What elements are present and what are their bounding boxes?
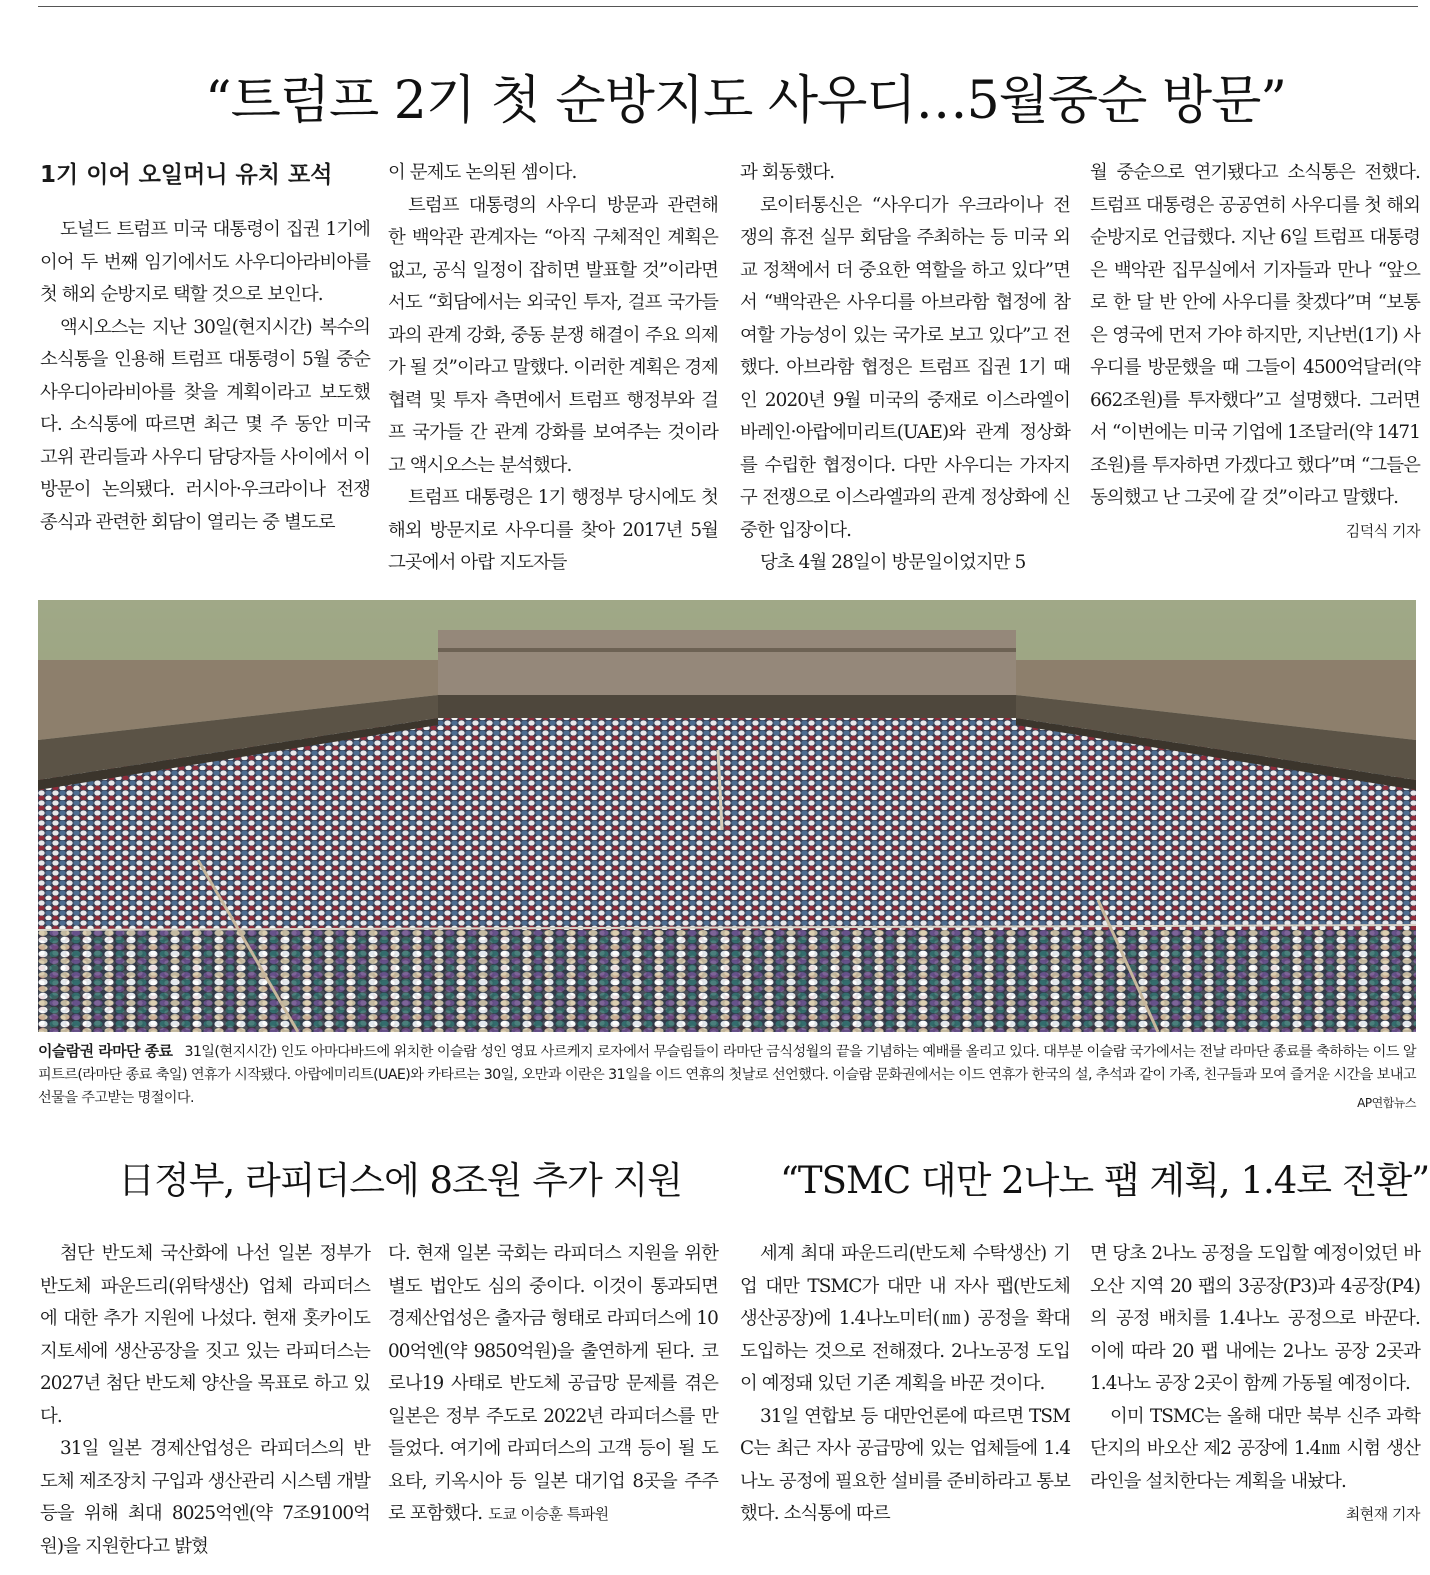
paragraph: 트럼프 대통령의 사우디 방문과 관련해 한 백악관 관계자는 “아직 구체적인 계획은 없고, 공식 일정이 잡히면 발표할 것”이라면서도 “회담에서는 외국인 투자, 걸프 국가들과의 관계 강화, 중동 분쟁 해결이 주요 의제가 될 것”이라고 말했다. 이러한 계획은 경제 협력 및 투자 측면에서 트럼프 행정부와 걸프 국가들 간 관계 강화를 보여주는 것이라고 액시오스는 분석했다. <box>388 194 718 476</box>
tsmc-headline: “TSMC 대만 2나노 팹 계획, 1.4로 전환” <box>780 1159 1430 1202</box>
caption-text: 31일(현지시간) 인도 아마다바드에 위치한 이슬람 성인 영묘 사르케지 로자에서 무슬림들이 라마단 금식성월의 끝을 기념하는 예배를 올리고 있다. 대부분 이슬람 국가에서는 전날 라마단 종료를 축하하는 이드 알피트르(라마단 종료 축일) 연휴가 시작됐다. 아랍에미리트(UAE)와 카타르는 30일, 오만과 이란은 31일을 이드 연휴의 첫날로 선언했다. 이슬람 문화권에서는 이드 연휴가 한국의 설, 추석과 같이 가족, 친구들과 모여 즐거운 시간을 보내고 선물을 주고받는 명절이다. <box>38 1044 1416 1106</box>
paragraph: 31일 연합보 등 대만언론에 따르면 TSMC는 최근 자사 공급망에 있는 업체들에 1.4나노 공정에 필요한 설비를 준비하라고 통보했다. 소식통에 따르 <box>740 1405 1070 1524</box>
top-rule <box>38 6 1418 7</box>
paragraph: 트럼프 대통령은 1기 행정부 당시에도 첫 해외 방문지로 사우디를 찾아 2017년 5월 그곳에서 아랍 지도자들 <box>388 487 718 573</box>
paragraph: 이미 TSMC는 올해 대만 북부 신주 과학단지의 바오산 제2 공장에 1.4㎚ 시험 생산라인을 설치한다는 계획을 내놨다. <box>1090 1405 1420 1492</box>
tsmc-byline: 최현재 기자 <box>1345 1505 1420 1523</box>
paragraph-text: 다. 현재 일본 국회는 라피더스 지원을 위한 별도 법안도 심의 중이다. 이것이 통과되면 경제산업성은 출자금 형태로 라피더스에 1000억엔(약 9850억원)을 출연하게 된다. 코로나19 사태로 반도체 공급망 문제를 겪은 일본은 정부 주도로 2022년 라피더스를 만들었다. 여기에 라피더스의 고객 등이 될 도요타, 키옥시아 등 일본 대기업 8곳을 주주로 포함했다. <box>388 1243 718 1524</box>
main-article-column-4 <box>1090 157 1420 547</box>
paragraph: 31일 일본 경제산업성은 라피더스의 반도체 제조장치 구입과 생산관리 시스템 개발 등을 위해 최대 8025억엔(약 7조9100억원)을 지원한다고 밝혔 <box>40 1438 370 1557</box>
rapidus-headline: 日정부, 라피더스에 8조원 추가 지원 <box>118 1159 682 1202</box>
main-article-column-2 <box>388 157 718 580</box>
photo-credit: AP연합뉴스 <box>1357 1096 1416 1110</box>
paragraph: 월 중순으로 연기됐다고 소식통은 전했다. 트럼프 대통령은 공공연히 사우디를 첫 해외 순방지로 언급했다. 지난 6일 트럼프 대통령은 백악관 집무실에서 기자들과 만나 “앞으로 한 달 반 안에 사우디를 찾겠다”며 “보통은 영국에 먼저 가야 하지만, 지난번(1기) 사우디를 방문했을 때 그들이 4500억달러(약 662조원)를 투자했다”고 설명했다. 그러면서 “이번에는 미국 기업에 1조달러(약 1471조원)를 투자하면 가겠다고 했다”며 “그들은 동의했고 난 그곳에 갈 것”이라고 말했다. <box>1090 162 1420 508</box>
photo-caption <box>38 1040 1416 1110</box>
paragraph: 액시오스는 지난 30일(현지시간) 복수의 소식통을 인용해 트럼프 대통령이 5월 중순 사우디아라비아를 찾을 계획이라고 보도했다. 소식통에 따르면 최근 몇 주 동안 미국 고위 관리들과 사우디 담당자들 사이에서 이 방문이 논의됐다. 러시아·우크라이나 전쟁 종식과 관련한 회담이 열리는 중 별도로 <box>40 316 370 533</box>
paragraph: 면 당초 2나노 공정을 도입할 예정이었던 바오산 지역 20 팹의 3공장(P3)과 4공장(P4)의 공정 배치를 1.4나노 공정으로 바꾼다. 이에 따라 20 팹 내에는 2나노 공장 2곳과 1.4나노 공장 2곳이 함께 가동될 예정이다. <box>1090 1243 1420 1394</box>
paragraph: 첨단 반도체 국산화에 나선 일본 정부가 반도체 파운드리(위탁생산) 업체 라피더스에 대한 추가 지원에 나섰다. 현재 홋카이도 지토세에 생산공장을 짓고 있는 라피더스는 2027년 첨단 반도체 양산을 목표로 하고 있다. <box>40 1243 370 1427</box>
rapidus-column-2 <box>388 1238 718 1531</box>
paragraph: 로이터통신은 “사우디가 우크라이나 전쟁의 휴전 실무 회담을 주최하는 등 미국 외교 정책에서 더 중요한 역할을 하고 있다”면서 “백악관은 사우디를 아브라함 협정에 참여할 가능성이 있는 국가로 보고 있다”고 전했다. 아브라함 협정은 트럼프 집권 1기 때인 2020년 9월 미국의 중재로 이스라엘이 바레인·아랍에미리트(UAE)와 관계 정상화를 수립한 협정이다. 다만 사우디는 가자지구 전쟁으로 이스라엘과의 관계 정상화에 신중한 입장이다. <box>740 194 1070 541</box>
main-article-column-1 <box>40 214 370 539</box>
paragraph: 이 문제도 논의된 셈이다. <box>388 162 577 183</box>
paragraph: 세계 최대 파운드리(반도체 수탁생산) 기업 대만 TSMC가 대만 내 자사 팹(반도체 생산공장)에 1.4나노미터(㎚) 공정을 확대 도입하는 것으로 전해졌다. 2나노공정 도입이 예정돼 있던 기존 계획을 바꾼 것이다. <box>740 1243 1070 1394</box>
main-article-column-3 <box>740 157 1070 580</box>
main-byline: 김덕식 기자 <box>1345 521 1420 540</box>
rapidus-byline: 도쿄 이승훈 특파원 <box>488 1505 609 1523</box>
main-subhead: 1기 이어 오일머니 유치 포석 <box>40 162 333 188</box>
paragraph <box>388 1238 718 1531</box>
tsmc-column-2 <box>1090 1238 1420 1531</box>
paragraph: 도널드 트럼프 미국 대통령이 집권 1기에 이어 두 번째 임기에서도 사우디아라비아를 첫 해외 순방지로 택할 것으로 보인다. <box>40 219 370 305</box>
news-photo <box>38 600 1416 1032</box>
main-headline: “트럼프 2기 첫 순방지도 사우디…5월중순 방문” <box>205 71 1286 131</box>
paragraph: 당초 4월 28일이 방문일이었지만 5 <box>760 552 1026 573</box>
rapidus-column-1 <box>40 1238 370 1563</box>
paragraph: 과 회동했다. <box>740 162 835 183</box>
tsmc-column-1 <box>740 1238 1070 1531</box>
mosque-courtyard-photo <box>38 600 1416 1032</box>
caption-title: 이슬람권 라마단 종료 <box>38 1042 173 1060</box>
